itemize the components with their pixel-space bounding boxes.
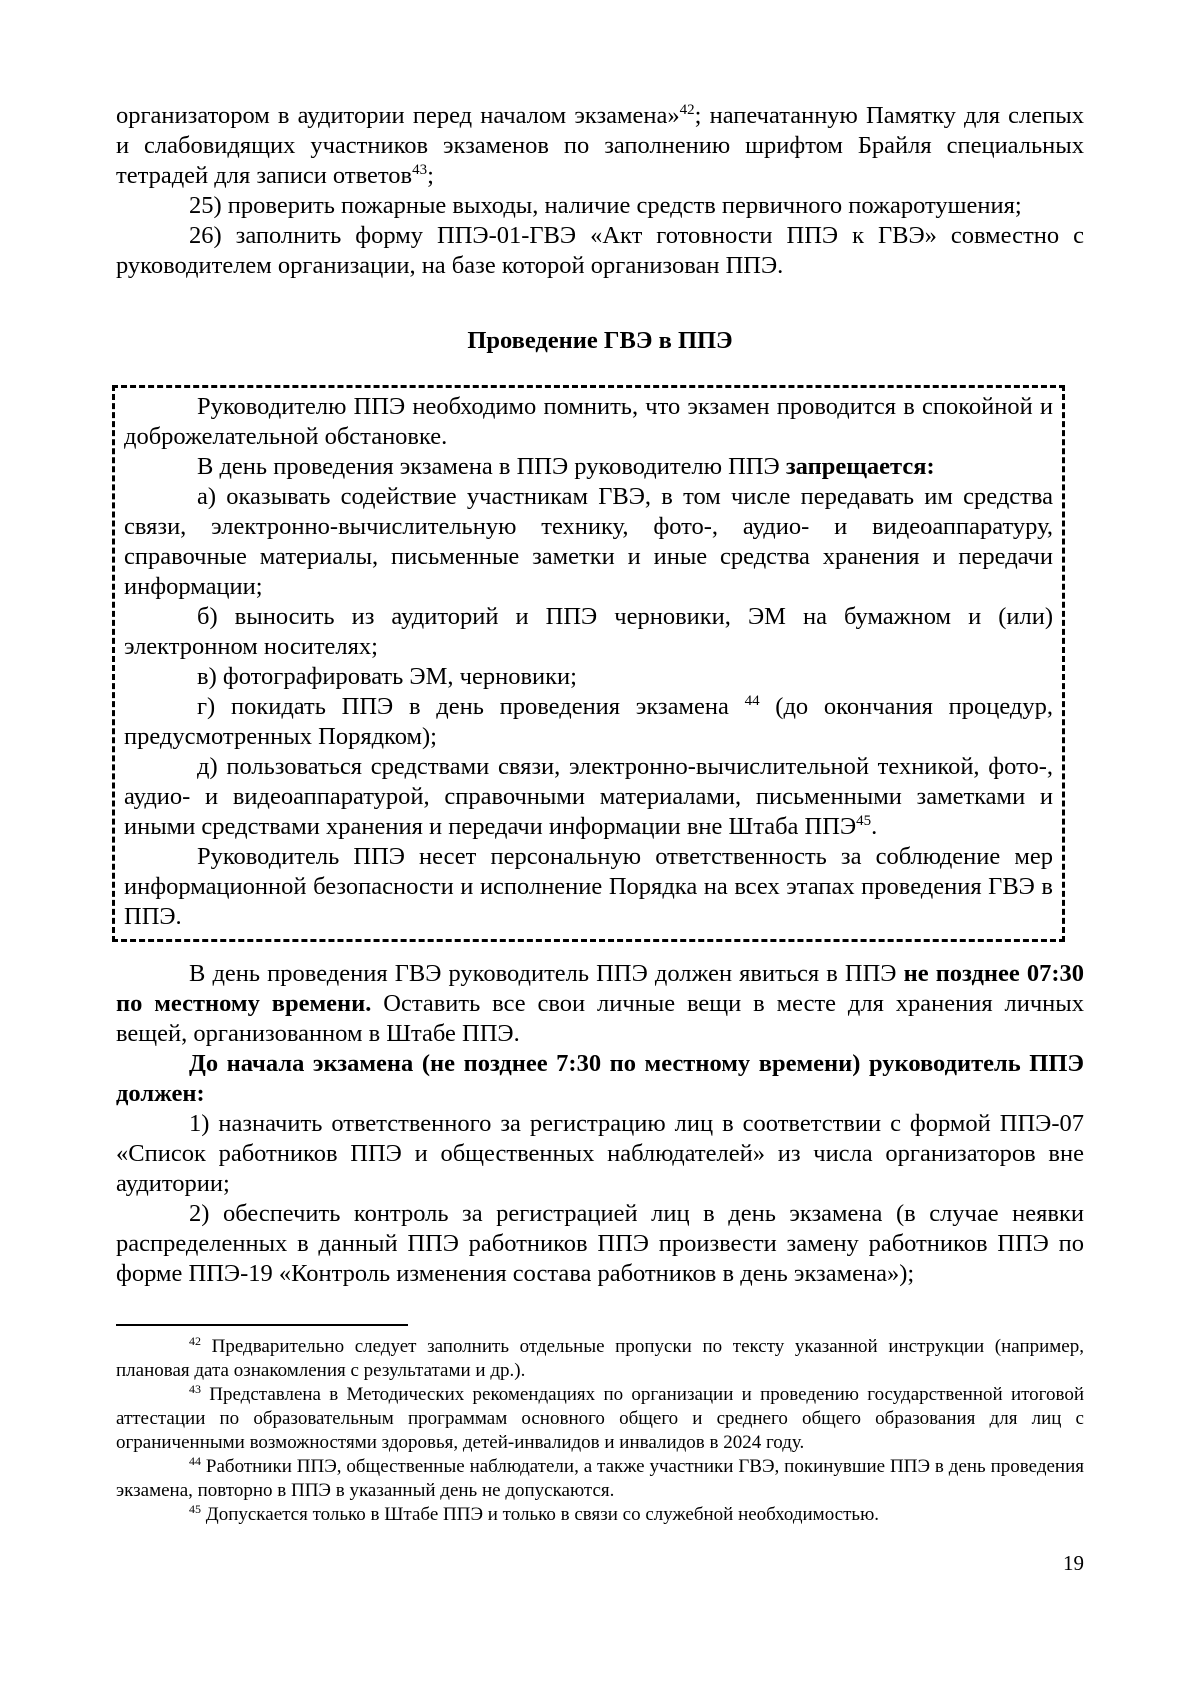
footnote-ref[interactable]: 43 <box>412 162 428 178</box>
footnote-ref[interactable]: 45 <box>856 813 872 829</box>
box-paragraph-prohibited <box>124 452 1053 482</box>
list-item-26: 26) заполнить форму ППЭ-01-ГВЭ «Акт готовности ППЭ к ГВЭ» совместно с руководителем организации, на базе которой организован ППЭ. <box>116 222 1084 279</box>
text-span: организатором в аудитории перед началом экзамена» <box>116 102 680 129</box>
box-paragraph: Руководителю ППЭ необходимо помнить, что экзамен проводится в спокойной и доброжелательной обстановке. <box>124 393 1053 450</box>
footnote-text: Предварительно следует заполнить отдельные пропуски по тексту указанной инструкции (например, плановая дата ознакомления с результатами и др.). <box>116 1336 1084 1381</box>
footnote-text: Представлена в Методических рекомендациях по организации и проведению государственной итоговой аттестации по образовательным программам основного общего и среднего общего образования для лиц с ограниченными возможностями здоровья, детей-инвалидов и инвалидов в 2024 году. <box>116 1384 1084 1453</box>
prohibited-item-d <box>124 752 1053 842</box>
before-exam-heading <box>116 1049 1084 1109</box>
footnote-number: 45 <box>189 1502 201 1516</box>
footnote-45 <box>116 1503 1084 1527</box>
text-span: (до окончания процедур, предусмотренных Порядком); <box>124 693 1053 750</box>
footnote-44 <box>116 1455 1084 1503</box>
prohibited-item-a: а) оказывать содействие участникам ГВЭ, в том числе передавать им средства связи, электронно-вычислительную технику, фото-, аудио- и видеоаппаратуру, справочные материалы, письменные заметки и иные средства хранения и передачи информации; <box>124 483 1053 600</box>
text-span: Оставить все свои личные вещи в месте для хранения личных вещей, организованном в Штабе ППЭ. <box>116 990 1084 1047</box>
footnote-42 <box>116 1335 1084 1383</box>
footnote-divider <box>116 1324 408 1326</box>
bold-text: запрещается: <box>785 453 935 480</box>
box-paragraph-responsibility: Руководитель ППЭ несет персональную ответственность за соблюдение мер информационной безопасности и исполнение Порядка на всех этапах проведения ГВЭ в ППЭ. <box>124 843 1053 930</box>
section-heading: Проведение ГВЭ в ППЭ <box>467 327 733 354</box>
footnote-number: 44 <box>189 1454 201 1468</box>
footnote-ref[interactable]: 44 <box>744 693 760 709</box>
text-span: ; напечатанную Памятку для слепых и слабовидящих участников экзаменов по заполнению шрифтом Брайля специальных тетрадей для записи ответов <box>116 102 1084 189</box>
text-span: г) покидать ППЭ в день проведения экзамена <box>197 693 745 720</box>
paragraph-continuation <box>116 101 1084 191</box>
footnote-43 <box>116 1383 1084 1455</box>
footnote-text: Допускается только в Штабе ППЭ и только в связи со служебной необходимостью. <box>201 1504 880 1525</box>
footnote-ref[interactable]: 42 <box>679 102 695 118</box>
bold-text: не позднее 07:30 по местному времени. <box>116 960 1084 1017</box>
arrival-paragraph <box>116 959 1084 1049</box>
page-number: 19 <box>1063 1551 1084 1575</box>
text-span: В день проведения ГВЭ руководитель ППЭ должен явиться в ППЭ <box>189 960 904 987</box>
text-span: ; <box>427 162 434 189</box>
prohibited-item-b: б) выносить из аудиторий и ППЭ черновики, ЭМ на бумажном и (или) электронном носителях; <box>124 603 1053 660</box>
list-item-2: 2) обеспечить контроль за регистрацией лиц в день экзамена (в случае неявки распределенных в данный ППЭ работников ППЭ произвести замену работников ППЭ по форме ППЭ-19 «Контроль изменения состава работников в день экзамена»); <box>116 1200 1084 1287</box>
prohibited-item-g <box>124 692 1053 752</box>
list-item-1: 1) назначить ответственного за регистрацию лиц в соответствии с формой ППЭ-07 «Список работников ППЭ и общественных наблюдателей» из числа организаторов вне аудитории; <box>116 1110 1084 1197</box>
footnote-text: Работники ППЭ, общественные наблюдатели, а также участники ГВЭ, покинувшие ППЭ в день проведения экзамена, повторно в ППЭ в указанный день не допускаются. <box>116 1456 1084 1501</box>
text-span: д) пользоваться средствами связи, электронно-вычислительной техникой, фото-, аудио- и видеоаппаратурой, справочными материалами, письменными заметками и иными средствами хранения и передачи информации вне Штаба ППЭ <box>124 753 1053 840</box>
footnote-number: 42 <box>189 1334 201 1348</box>
footnote-number: 43 <box>189 1382 201 1396</box>
bold-text: До начала экзамена (не позднее 7:30 по местному времени) руководитель ППЭ должен: <box>116 1050 1084 1107</box>
text-span: В день проведения экзамена в ППЭ руководителю ППЭ <box>197 453 786 480</box>
prohibited-item-v: в) фотографировать ЭМ, черновики; <box>197 663 577 690</box>
text-span: . <box>871 813 878 840</box>
top-text-block <box>116 101 1084 281</box>
list-item-25: 25) проверить пожарные выходы, наличие средств первичного пожаротушения; <box>189 192 1022 219</box>
after-box-text <box>116 959 1084 1289</box>
footnotes-block <box>116 1335 1084 1527</box>
warning-box <box>112 385 1065 942</box>
